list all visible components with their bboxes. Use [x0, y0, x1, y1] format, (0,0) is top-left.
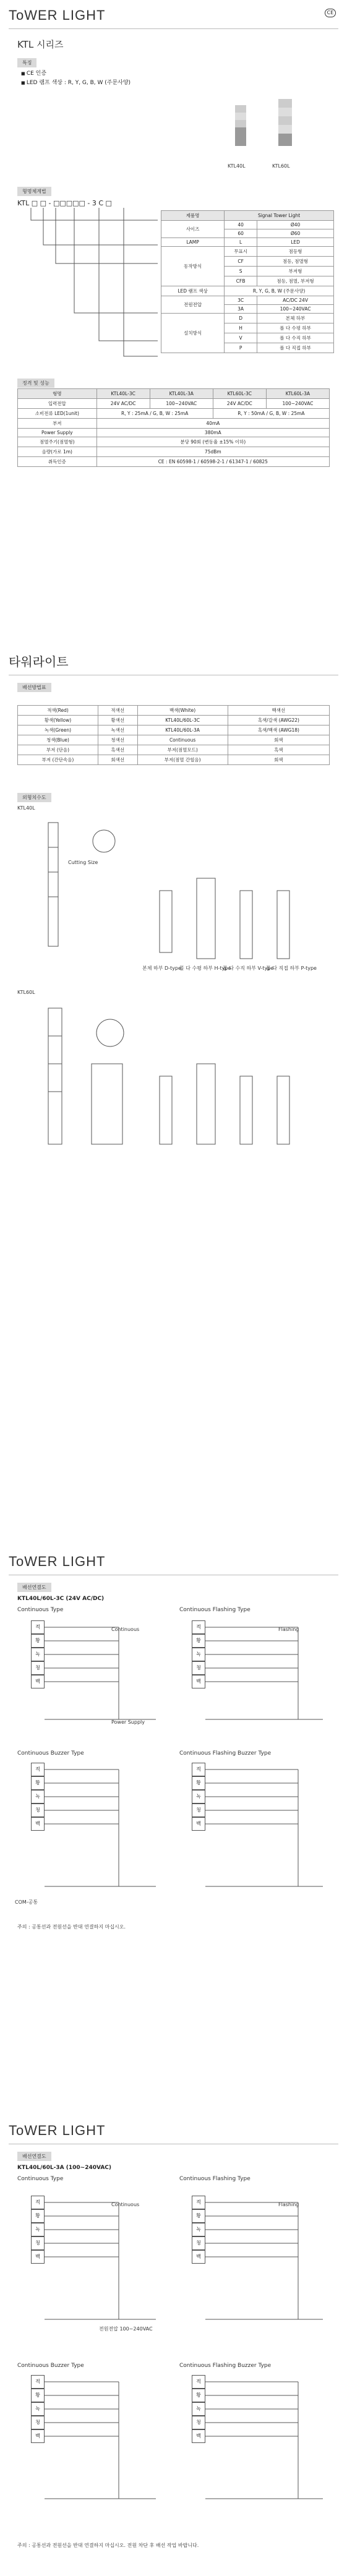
circuit-label: Flashing — [278, 1627, 299, 1632]
lamp-blue: 청 — [192, 2236, 205, 2250]
tower-light-photo-icon — [210, 93, 322, 161]
mount-label: 폴 다 수평 하부 H-type — [179, 965, 231, 971]
lamp-red: 적 — [192, 2196, 205, 2209]
brand-title: ToWER LIGHT — [9, 2123, 106, 2138]
cell: 청색선 — [98, 735, 137, 745]
lamp-yellow: 황 — [192, 2389, 205, 2402]
cell: 3A — [225, 305, 257, 314]
series-title: KTL 시리즈 — [17, 39, 64, 50]
lamp-blue: 청 — [192, 2416, 205, 2429]
cell: AC/DC 24V — [257, 296, 334, 305]
cell: Signal Tower Light — [225, 211, 334, 221]
cell: Ø60 — [257, 229, 334, 238]
wiring-lines-icon — [205, 2375, 329, 2517]
lamp-green: 녹 — [192, 1790, 205, 1804]
cell: 점등, 점멸형 — [257, 257, 334, 267]
ordering-tag: 형명체계법 — [17, 187, 51, 196]
cell: 부저(점멸 간헐음) — [137, 755, 228, 765]
mount-label: 폴 다 직접 하부 P-type — [266, 965, 317, 971]
circuit-label: Power Supply — [111, 1719, 145, 1725]
brand-title: ToWER LIGHT — [9, 1554, 106, 1569]
circuit-tag: 배선연결도 — [17, 1583, 51, 1592]
lamp-stack — [192, 1763, 205, 1831]
lamp-white: 백 — [31, 2250, 45, 2264]
lamp-blue: 청 — [31, 1804, 45, 1817]
wiring-lines-icon — [45, 1620, 168, 1738]
cell: LED — [257, 238, 334, 247]
cell: 황색(Yellow) — [18, 716, 98, 725]
wiring-lines-icon — [205, 1620, 329, 1738]
wiring-color-table — [17, 705, 330, 765]
lamp-blue: 청 — [31, 2236, 45, 2250]
feature-item: ■ LED 램프 색상 : R, Y, G, B, W (주문사양) — [0, 77, 347, 86]
cell: 100~240VAC — [150, 399, 213, 409]
wiring-tag: 배선방법표 — [17, 683, 51, 692]
cell: 흑색/갈색 (AWG22) — [228, 716, 329, 725]
cell: 흑색/백색 (AWG18) — [228, 725, 329, 735]
diagram-title: Continuous Flashing Buzzer Type — [179, 2363, 272, 2369]
cell: Ø40 — [257, 221, 334, 229]
wiring-lines-icon — [205, 1763, 329, 1905]
lamp-blue: 청 — [31, 1661, 45, 1675]
brand-title: ToWER LIGHT — [9, 7, 106, 23]
cell: 부저 (간단속음) — [18, 755, 98, 765]
cell: 24V AC/DC — [96, 399, 150, 409]
cell: 청색(Blue) — [18, 735, 98, 745]
diagram-title: Continuous Buzzer Type — [17, 1750, 84, 1757]
product-photo — [210, 93, 322, 161]
cell: D — [225, 314, 257, 323]
cell: 적색(Red) — [18, 706, 98, 716]
circuit-3c-section — [0, 1546, 347, 2078]
cell: 제품명 — [161, 211, 225, 221]
cell: 녹색(Green) — [18, 725, 98, 735]
circuit-heading: KTL40L/60L-3A (100~240VAC) — [17, 2165, 112, 2171]
cell: R, Y, G, B, W (주문사양) — [225, 286, 334, 296]
feature-item: ■ CE 인증 — [0, 67, 347, 77]
lamp-yellow: 황 — [31, 1776, 45, 1790]
photo-caption: KTL60L — [272, 163, 290, 169]
lamp-green: 녹 — [192, 1648, 205, 1661]
circuit-label: Continuous — [111, 2202, 140, 2207]
lamp-yellow: 황 — [192, 1634, 205, 1648]
dimension-note: Cutting Size — [68, 860, 98, 865]
cell: 회색 — [228, 735, 329, 745]
lamp-stack — [192, 1620, 205, 1688]
cell: 60 — [225, 229, 257, 238]
cell: 점등형 — [257, 247, 334, 257]
order-code: KTL □ □ - □□□□□ - 3 C □ — [17, 199, 112, 207]
lamp-green: 녹 — [192, 2223, 205, 2236]
lamp-red: 적 — [192, 1620, 205, 1634]
cell: 흑색 — [228, 745, 329, 755]
dimension-section — [0, 643, 347, 1447]
cell: 부저 (단음) — [18, 745, 98, 755]
wiring-lines-icon — [45, 2196, 168, 2338]
diagram-title: Continuous Flashing Type — [179, 2176, 251, 2182]
cell: Power Supply — [18, 429, 97, 437]
diagram-title: Continuous Flashing Type — [179, 1607, 251, 1613]
circuit-heading: KTL40L/60L-3C (24V AC/DC) — [17, 1596, 105, 1602]
cell: 100~240VAC — [266, 399, 329, 409]
cell: 소비전류 LED(1unit) — [18, 409, 97, 419]
ce-mark-icon: CE — [325, 9, 336, 17]
cell: 점등, 점멸, 부저형 — [257, 276, 334, 286]
lamp-blue: 청 — [192, 1661, 205, 1675]
cell: 3C — [225, 296, 257, 305]
cell: 380mA — [96, 429, 329, 437]
cell: 전원전압 — [161, 296, 225, 314]
cell: KTL40L-3A — [150, 389, 213, 399]
circuit-label: Flashing — [278, 2202, 299, 2207]
diagram-title: Continuous Flashing Buzzer Type — [179, 1750, 272, 1757]
diagram-title: Continuous Type — [17, 2176, 64, 2182]
cell: KTL40L-3C — [96, 389, 150, 399]
lamp-white: 백 — [31, 1675, 45, 1688]
cell: S — [225, 267, 257, 276]
order-code-lines — [25, 208, 161, 369]
lamp-stack — [31, 1763, 45, 1831]
cell: 회색선 — [98, 755, 137, 765]
cell: KTL60L-3A — [266, 389, 329, 399]
circuit-label: COM-공통 — [15, 1899, 38, 1905]
cell: 형명 — [18, 389, 97, 399]
diagram-title: Continuous Buzzer Type — [17, 2363, 84, 2369]
diagram-title: Continuous Type — [17, 1607, 64, 1613]
cell: L — [225, 238, 257, 247]
cell: 무표시 — [225, 247, 257, 257]
cell: 75dBm — [96, 447, 329, 457]
cell: 본체 하부 — [257, 314, 334, 323]
lamp-yellow: 황 — [31, 2209, 45, 2223]
cell: H — [225, 323, 257, 333]
cell: R, Y : 50mA / G, B, W : 25mA — [213, 409, 329, 419]
lamp-blue: 청 — [192, 1804, 205, 1817]
cell: CF — [225, 257, 257, 267]
cell: KTL40L/60L-3C — [137, 716, 228, 725]
lamp-yellow: 황 — [192, 2209, 205, 2223]
cell: Continuous — [137, 735, 228, 745]
wiring-lines-icon — [205, 2196, 329, 2338]
cell: 점멸주기(점멸형) — [18, 437, 97, 447]
cell: 백색(White) — [137, 706, 228, 716]
cell: V — [225, 333, 257, 343]
circuit-label: Continuous — [111, 1627, 140, 1632]
cell: KTL40L/60L-3A — [137, 725, 228, 735]
lamp-white: 백 — [31, 1817, 45, 1831]
cell: 흑색선 — [98, 745, 137, 755]
cell: R, Y : 25mA / G, B, W : 25mA — [96, 409, 213, 419]
lamp-green: 녹 — [31, 1790, 45, 1804]
cell: 24V AC/DC — [213, 399, 266, 409]
mount-label: 본체 하부 D-type — [142, 965, 181, 971]
lamp-green: 녹 — [31, 1648, 45, 1661]
cell: P — [225, 343, 257, 353]
product-section — [0, 0, 347, 470]
cell: 부저(점멸모드) — [137, 745, 228, 755]
lamp-green: 녹 — [192, 2402, 205, 2416]
cell: 부저형 — [257, 267, 334, 276]
lamp-red: 적 — [31, 2375, 45, 2389]
lamp-yellow: 황 — [31, 1634, 45, 1648]
cell: 입력전압 — [18, 399, 97, 409]
cell: 40 — [225, 221, 257, 229]
cell: 분당 90회 (변동율 ±15% 이하) — [96, 437, 329, 447]
circuit-3a-section — [0, 2115, 347, 2576]
lamp-green: 녹 — [31, 2402, 45, 2416]
wiring-lines-icon — [45, 2375, 168, 2517]
wiring-lines-icon — [45, 1763, 168, 1905]
lamp-white: 백 — [192, 1817, 205, 1831]
lamp-stack — [31, 1620, 45, 1688]
photo-caption: KTL40L — [228, 163, 246, 169]
lamp-stack — [192, 2196, 205, 2264]
lamp-red: 적 — [192, 1763, 205, 1776]
specs-tag: 정격 및 성능 — [17, 379, 54, 388]
lamp-white: 백 — [192, 2429, 205, 2443]
cell: 백색선 — [228, 706, 329, 716]
lamp-red: 적 — [31, 1620, 45, 1634]
cell: 적색선 — [98, 706, 137, 716]
cell: 회색 — [228, 755, 329, 765]
cell: CE : EN 60598-1 / 60598-2-1 / 61347-1 / 60825 — [96, 457, 329, 467]
cell: LED 램프 색상 — [161, 286, 225, 296]
cell: 사이즈 — [161, 221, 225, 238]
circuit-note: 주의 : 공통선과 전원선을 반대 연결하지 마십시오. 전원 차단 후 배선 작업 바랍니다. — [17, 2543, 199, 2548]
circuit-label: 전원전압 100~240VAC — [99, 2326, 153, 2332]
lamp-stack — [192, 2375, 205, 2443]
ordering-table: 제품명 Signal Tower Light 사이즈 40 Ø40 60 Ø60 LAMP L LED 동작방식 무표시 점등형 CF 점등, 점멸형 S 부저형 CFB 점등, 점멸, 부저형 LED 램프 색상 R, Y, G, B, W (주문사양) 전원전압 3C AC/DC 24V 3A 100~240VAC 설치방식 D 본체 하부 H 폴 다 수평 하부 V 폴 다 수직 하부 P 폴 다 직접 하부 — [161, 210, 334, 353]
lamp-blue: 청 — [31, 2416, 45, 2429]
cell: 음량(가로 1m) — [18, 447, 97, 457]
lamp-white: 백 — [31, 2429, 45, 2443]
section-title: 타워라이트 — [9, 654, 69, 669]
cell: KTL60L-3C — [213, 389, 266, 399]
cell: 100~240VAC — [257, 305, 334, 314]
mount-label: 폴 다 수직 하부 V-type — [223, 965, 274, 971]
cell: LAMP — [161, 238, 225, 247]
lamp-red: 적 — [31, 2196, 45, 2209]
cell: 부저 — [18, 419, 97, 429]
lamp-red: 적 — [192, 2375, 205, 2389]
lamp-stack — [31, 2196, 45, 2264]
cell: 폴 다 수직 하부 — [257, 333, 334, 343]
cell: 녹색선 — [98, 725, 137, 735]
lamp-yellow: 황 — [192, 1776, 205, 1790]
circuit-tag: 배선연결도 — [17, 2152, 51, 2161]
dimension-tag: 외형치수도 — [17, 793, 51, 802]
cell: 40mA — [96, 419, 329, 429]
cell: 황색선 — [98, 716, 137, 725]
ktl60-dimension-drawing-icon — [17, 1002, 330, 1181]
lamp-red: 적 — [31, 1763, 45, 1776]
cell: 폴 다 수평 하부 — [257, 323, 334, 333]
dimension-label: KTL40L — [17, 805, 35, 811]
lamp-white: 백 — [192, 1675, 205, 1688]
lamp-stack — [31, 2375, 45, 2443]
lamp-yellow: 황 — [31, 2389, 45, 2402]
cell: CFB — [225, 276, 257, 286]
lamp-green: 녹 — [31, 2223, 45, 2236]
dimension-label: KTL60L — [17, 990, 35, 995]
features-tag: 특징 — [17, 58, 36, 67]
cell: 폴 다 직접 하부 — [257, 343, 334, 353]
cell: 취득인증 — [18, 457, 97, 467]
specs-table — [17, 388, 330, 467]
circuit-note: 주의 : 공통선과 전원선을 반대 연결하지 마십시오. — [17, 1924, 126, 1930]
lamp-white: 백 — [192, 2250, 205, 2264]
